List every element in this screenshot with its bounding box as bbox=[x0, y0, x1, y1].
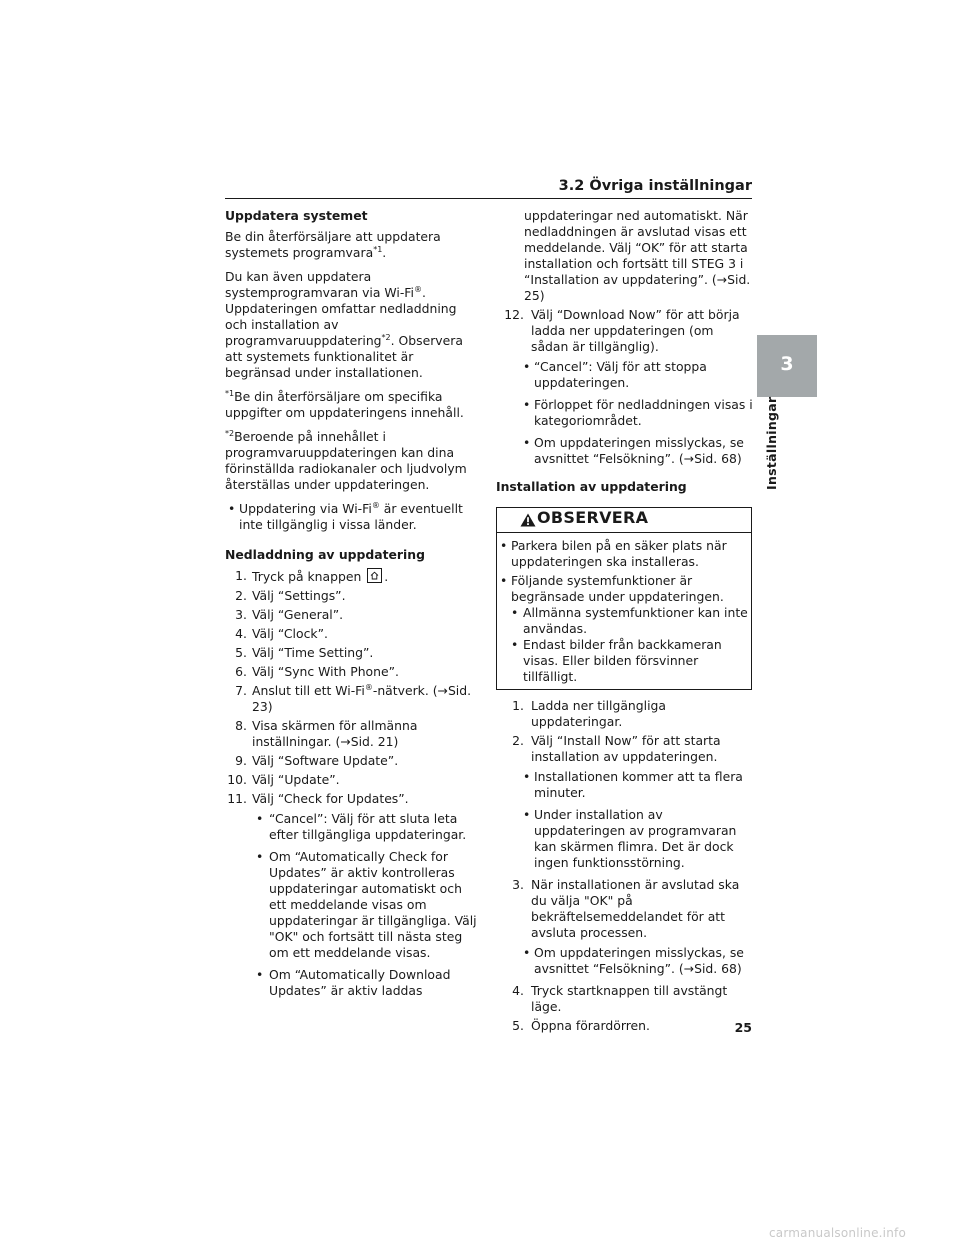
install-step-2-flicker-note: • Under installation av uppdateringen av programvaran kan skärmen flimra. Det är dock ingen funktionsstörning. bbox=[496, 807, 754, 871]
heading-install: Installation av uppdatering bbox=[496, 479, 687, 494]
warning-triangle-icon bbox=[520, 513, 536, 527]
footer-site: carmanualsonline.info bbox=[769, 1226, 906, 1240]
footnote-1: $^{*1}$Be din återförsäljare om specifika uppgifter om uppdateringens innehåll. bbox=[225, 389, 464, 420]
step-1: 1. Tryck på knappen . bbox=[235, 568, 389, 584]
step-8: 8. Visa skärmen för allmänna inställningar. (→Sid. 21) bbox=[235, 718, 418, 749]
step-2: 2. Välj “Settings”. bbox=[235, 588, 346, 603]
paragraph-wifi-update: Du kan även uppdatera systemprogramvaran via Wi-Fi®. Uppdateringen omfattar nedladdning och installation av programvaruuppdatering$^{*2}$. Observera att systemets funktionalitet är begränsad under installationen. bbox=[225, 269, 463, 380]
footnote-2: $^{*2}$Beroende på innehållet i programvaruuppdateringen kan dina förinställda radiokanaler och ljudvolym återställas under uppdateringen. bbox=[225, 429, 467, 492]
warning-box bbox=[496, 507, 752, 690]
step-9: 9. Välj “Software Update”. bbox=[235, 753, 399, 768]
step-11-auto-download-note: • Om “Automatically Download Updates” är aktiv laddas bbox=[225, 967, 480, 999]
step-11-auto-check-note: • Om “Automatically Check for Updates” är aktiv kontrolleras uppdateringar automatiskt och ett meddelande visas om uppdateringar är tillgängliga. Välj "OK" och fortsätt till nästa steg om ett meddelande visas. bbox=[225, 849, 480, 961]
step-6: 6. Välj “Sync With Phone”. bbox=[235, 664, 399, 679]
chapter-number: 3 bbox=[780, 353, 794, 375]
heading-update-system: Uppdatera systemet bbox=[225, 208, 368, 223]
paragraph-dealer: Be din återförsäljare att uppdatera systemets programvara$^{*1}$. bbox=[225, 229, 441, 260]
step-12-cancel-note: • “Cancel”: Välj för att stoppa uppdateringen. bbox=[496, 359, 754, 391]
warning-limited-functions: • Följande systemfunktioner är begränsade under uppdateringen. bbox=[497, 573, 749, 605]
step-7: 7. Anslut till ett Wi-Fi®-nätverk. (→Sid. 23) bbox=[235, 683, 472, 714]
left-column bbox=[225, 208, 480, 1005]
warning-sub-general: • Allmänna systemfunktioner kan inte användas. bbox=[497, 605, 749, 637]
step-3: 3. Välj “General”. bbox=[235, 607, 344, 622]
step-11: 11. Välj “Check for Updates”. bbox=[227, 791, 409, 806]
footer-watermark bbox=[0, 1228, 960, 1242]
warning-park-note: • Parkera bilen på en säker plats när uppdateringen ska installeras. bbox=[497, 538, 749, 570]
auto-download-continuation: uppdateringar ned automatiskt. När nedladdningen är avslutad visas ett meddelande. Välj “OK” för att starta installation och fortsätt till STEG 3 i “Installation av uppdatering”. (→Sid. 25) bbox=[524, 208, 751, 303]
install-step-5: 5. Öppna förardörren. bbox=[512, 1018, 650, 1033]
wifi-availability-note: • Uppdatering via Wi-Fi® är eventuellt inte tillgänglig i vissa länder. bbox=[225, 501, 480, 533]
step-12: 12. Välj “Download Now” för att börja ladda ner uppdateringen (om sådan är tillgänglig). bbox=[504, 307, 740, 354]
home-icon bbox=[367, 568, 382, 583]
right-column bbox=[496, 208, 754, 1037]
section-title: 3.2 Övriga inställningar bbox=[558, 178, 752, 194]
install-step-3-failure-note: • Om uppdateringen misslyckas, se avsnittet “Felsökning”. (→Sid. 68) bbox=[496, 945, 754, 977]
warning-title: OBSERVERA bbox=[537, 508, 649, 527]
chapter-label: Inställningar bbox=[764, 396, 779, 490]
heading-download: Nedladdning av uppdatering bbox=[225, 547, 425, 562]
step-10: 10. Välj “Update”. bbox=[227, 772, 340, 787]
warning-header bbox=[497, 508, 751, 533]
install-step-1: 1. Ladda ner tillgängliga uppdateringar. bbox=[512, 698, 666, 729]
step-4: 4. Välj “Clock”. bbox=[235, 626, 328, 641]
chapter-tab bbox=[757, 335, 817, 397]
warning-body bbox=[497, 533, 751, 689]
header-divider bbox=[225, 198, 752, 199]
step-12-progress-note: • Förloppet för nedladdningen visas i kategoriområdet. bbox=[496, 397, 754, 429]
step-12-failure-note: • Om uppdateringen misslyckas, se avsnittet “Felsökning”. (→Sid. 68) bbox=[496, 435, 754, 467]
install-step-2: 2. Välj “Install Now” för att starta installation av uppdateringen. bbox=[512, 733, 721, 764]
step-5: 5. Välj “Time Setting”. bbox=[235, 645, 374, 660]
install-step-3: 3. När installationen är avslutad ska du välja "OK" på bekräftelsemeddelandet för att avsluta processen. bbox=[512, 877, 740, 940]
install-step-4: 4. Tryck startknappen till avstängt läge. bbox=[512, 983, 728, 1014]
page-number: 25 bbox=[734, 1020, 752, 1035]
install-step-2-duration-note: • Installationen kommer att ta flera minuter. bbox=[496, 769, 754, 801]
step-11-cancel-note: • “Cancel”: Välj för att sluta leta efter tillgängliga uppdateringar. bbox=[225, 811, 480, 843]
warning-sub-camera: • Endast bilder från backkameran visas. Eller bilden försvinner tillfälligt. bbox=[497, 637, 749, 685]
